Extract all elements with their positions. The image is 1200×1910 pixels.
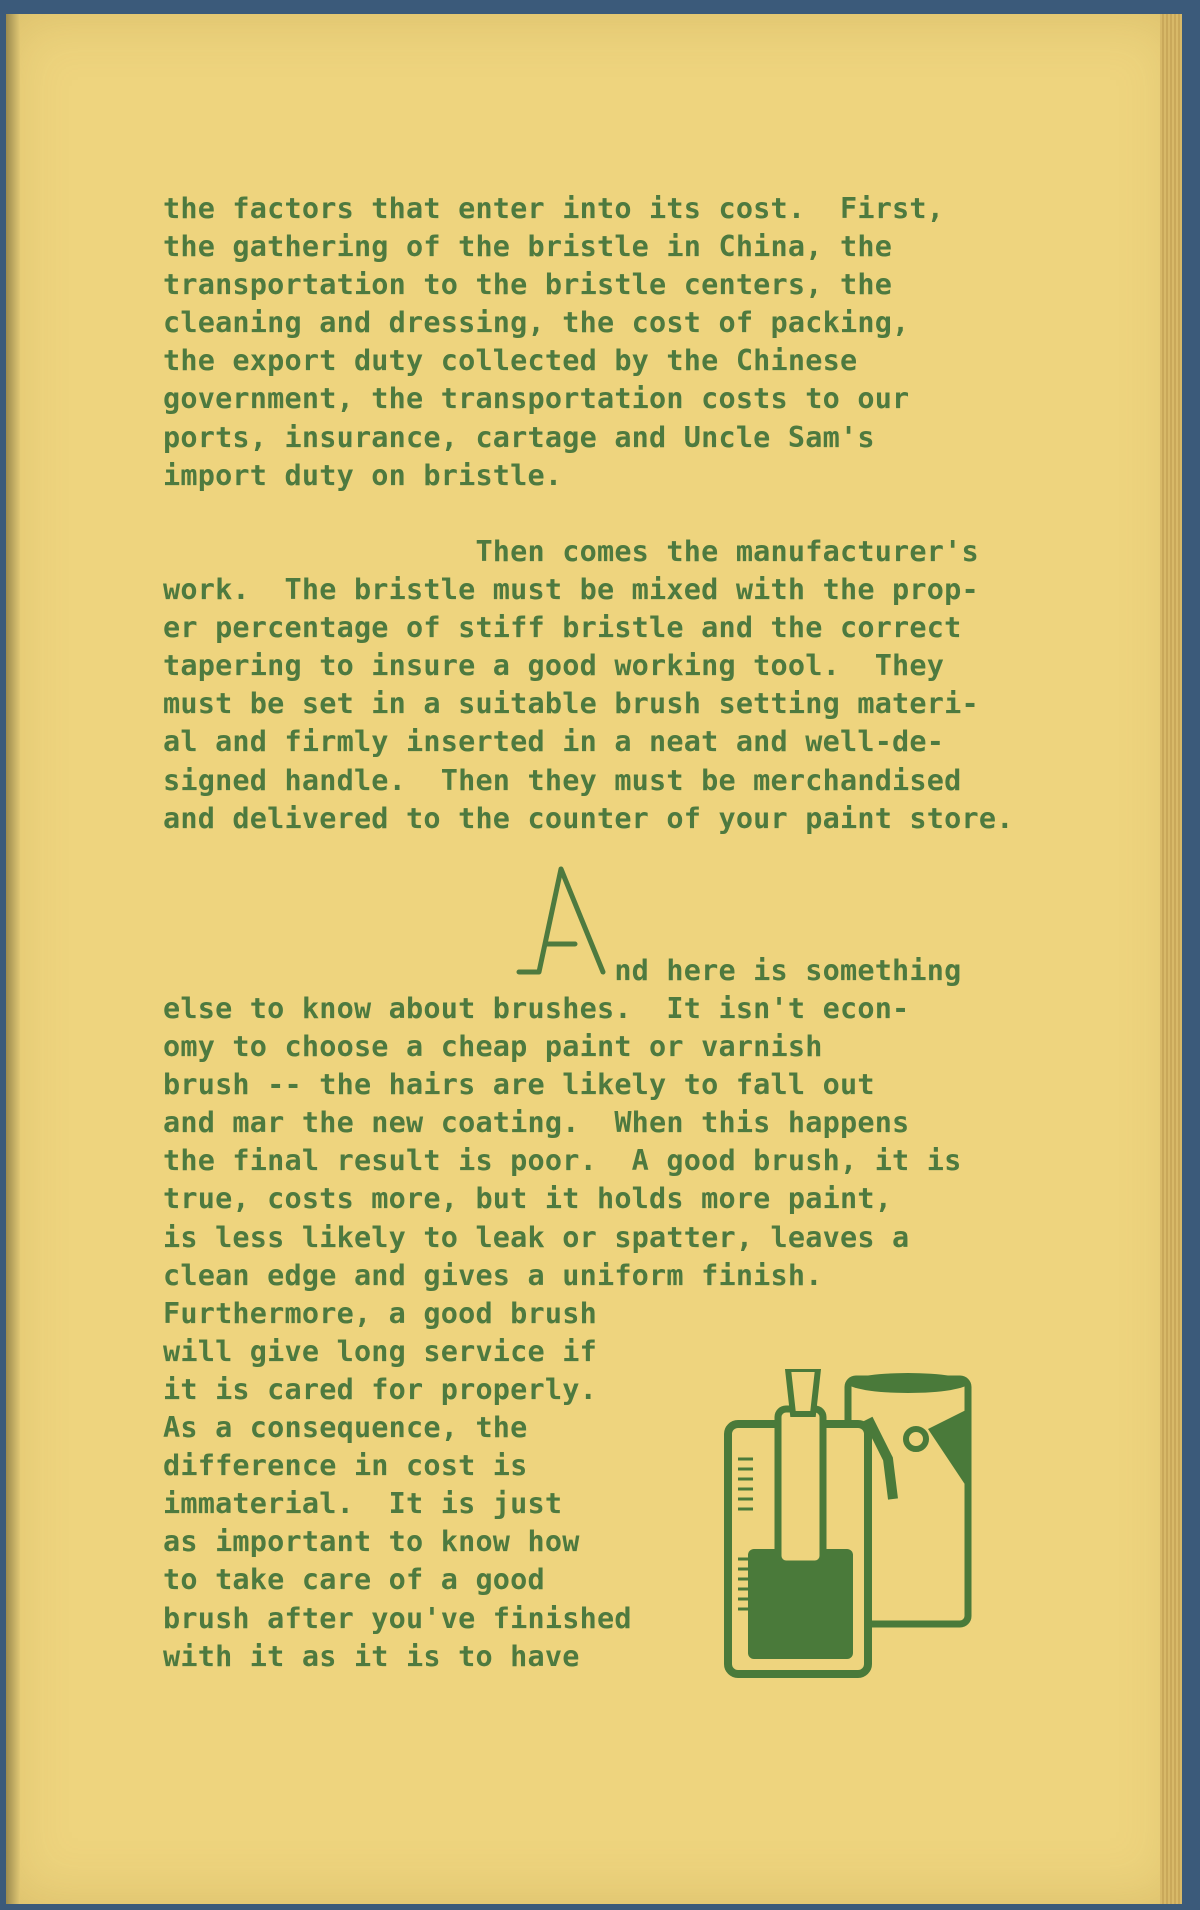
book-page	[6, 14, 1182, 1904]
paragraph-3-first-line: nd here is something	[163, 954, 962, 987]
page-gutter	[6, 14, 20, 1904]
paragraph-1: the factors that enter into its cost. First, the gathering of the bristle in China, the transportation to the bristle centers, the cleaning and dressing, the cost of packing, the export duty collected by the Chinese government, the transportation costs to our ports, insurance, cartage and Uncle Sam's import duty on bristle.	[163, 192, 945, 492]
page-edges	[1160, 14, 1182, 1904]
paint-can-with-brush-icon	[718, 1369, 998, 1684]
paragraph-2: Then comes the manufacturer's work. The bristle must be mixed with the prop- er percentage of stiff bristle and the correct tapering to insure a good working tool. They must be set in a suitable brush setting materi- al and firmly inserted in a neat and well-de- signed handle. Then they must be merchandised and delivered to the counter of your paint store.	[163, 535, 1014, 835]
paragraph-3: else to know about brushes. It isn't econ- omy to choose a cheap paint or varnish brush -- the hairs are likely to fall out and mar the new coating. When this happens the final result is poor. A good brush, it is true, costs more, but it holds more paint, is less likely to leak or spatter, leaves a clean edge and gives a uniform finish. Furthermore, a good brush will give long service if it is cared for properly. As a consequence, the difference in cost is immaterial. It is just as important to know how to take care of a good brush after you've finished with it as it is to have	[163, 992, 962, 1673]
